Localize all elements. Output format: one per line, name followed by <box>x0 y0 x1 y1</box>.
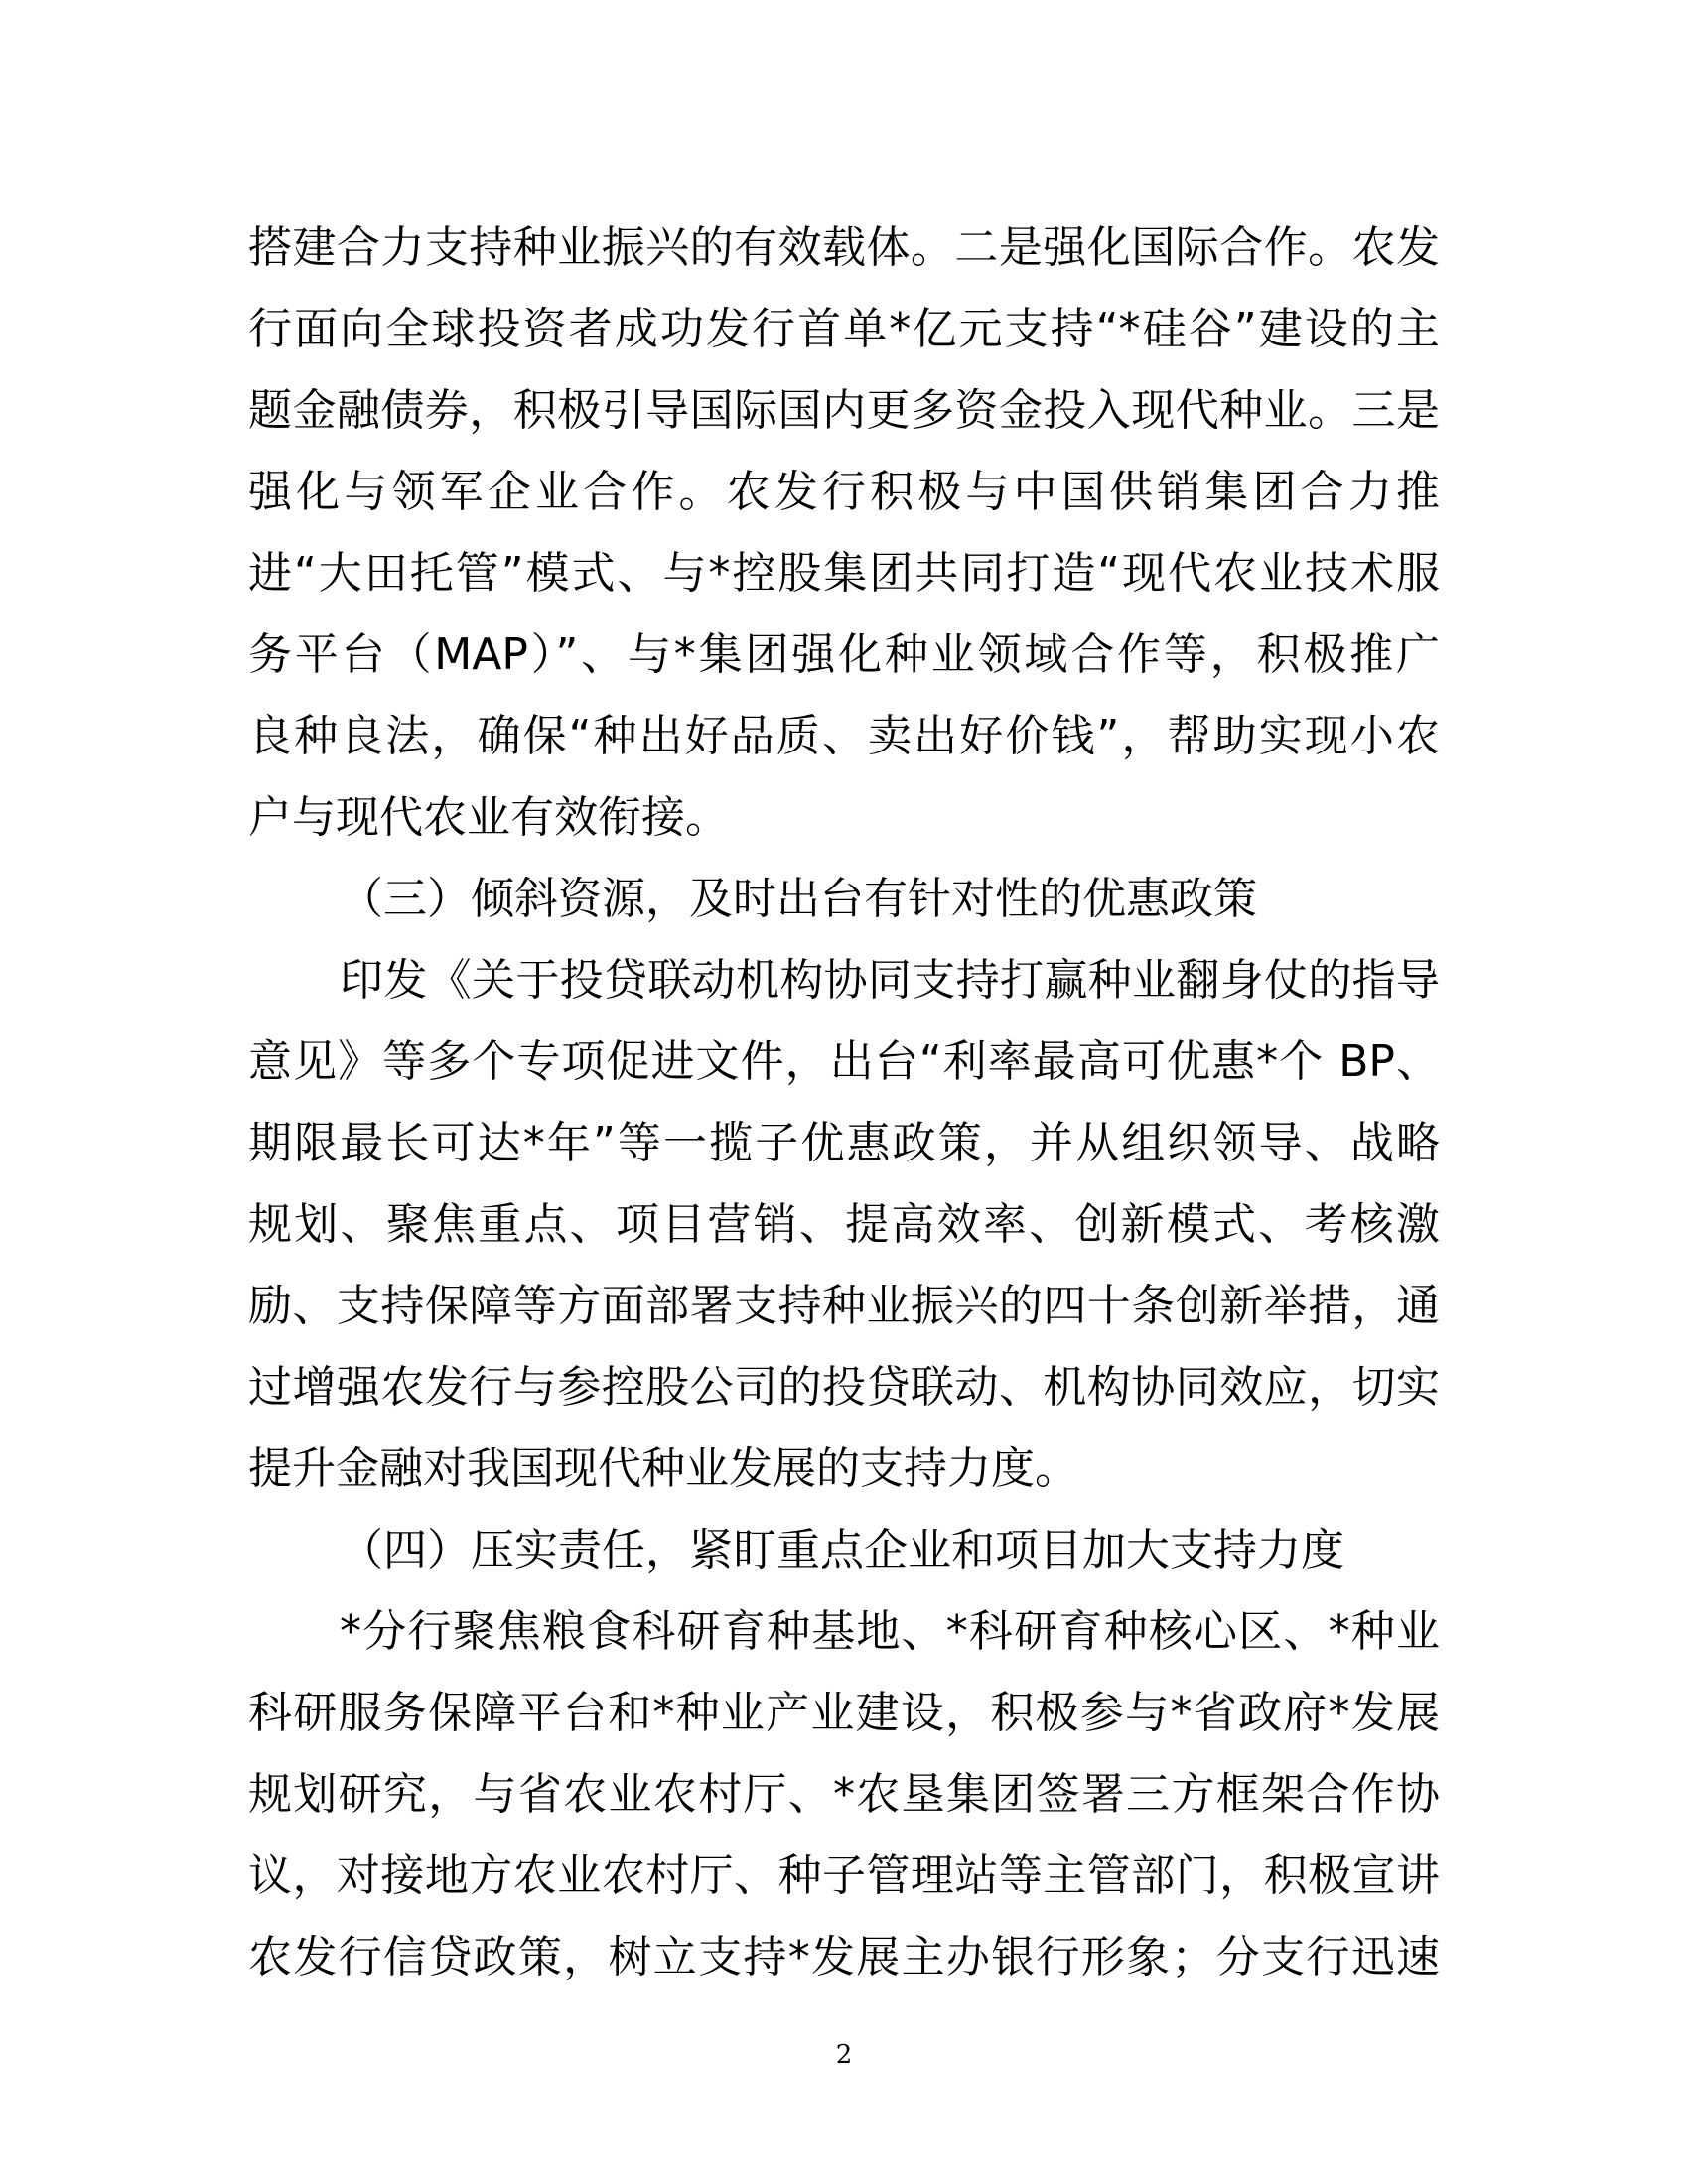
text-line: 期限最长可达*年”等一揽子优惠政策，并从组织领导、战略 <box>248 1118 1440 1168</box>
text-line: 过增强农发行与参控股公司的投贷联动、机构协同效应，切实 <box>248 1362 1440 1413</box>
text-line: 规划、聚焦重点、项目营销、提高效率、创新模式、考核激 <box>248 1199 1440 1250</box>
section-heading-3: （三）倾斜资源，及时出台有针对性的优惠政策 <box>340 874 1257 924</box>
text-line: 进“大田托管”模式、与*控股集团共同打造“现代农业技术服 <box>248 548 1440 599</box>
text-line: 搭建合力支持种业振兴的有效载体。二是强化国际合作。农发 <box>248 222 1440 273</box>
paragraph-first-line: *分行聚焦粮食科研育种基地、*科研育种核心区、*种业 <box>340 1606 1440 1657</box>
text-line: 务平台（MAP）”、与*集团强化种业领域合作等，积极推广 <box>248 629 1440 680</box>
text-line: 科研服务保障平台和*种业产业建设，积极参与*省政府*发展 <box>248 1688 1440 1738</box>
text-line: 励、支持保障等方面部署支持种业振兴的四十条创新举措，通 <box>248 1281 1440 1331</box>
text-line: 农发行信贷政策，树立支持*发展主办银行形象；分支行迅速 <box>248 1932 1440 1982</box>
text-line: 良种良法，确保“种出好品质、卖出好价钱”，帮助实现小农 <box>248 711 1440 761</box>
text-line: 户与现代农业有效衔接。 <box>248 792 729 843</box>
paragraph-first-line: 印发《关于投贷联动机构协同支持打赢种业翻身仗的指导 <box>340 955 1440 1006</box>
text-line: 强化与领军企业合作。农发行积极与中国供销集团合力推 <box>248 467 1440 517</box>
text-line: 意见》等多个专项促进文件，出台“利率最高可优惠*个 BP、 <box>248 1036 1440 1087</box>
text-line: 行面向全球投资者成功发行首单*亿元支持“*硅谷”建设的主 <box>248 304 1440 354</box>
text-line: 提升金融对我国现代种业发展的支持力度。 <box>248 1443 1078 1494</box>
text-line: 议，对接地方农业农村厅、种子管理站等主管部门，积极宣讲 <box>248 1850 1440 1901</box>
section-heading-4: （四）压实责任，紧盯重点企业和项目加大支持力度 <box>340 1525 1344 1575</box>
text-line: 题金融债券，积极引导国际国内更多资金投入现代种业。三是 <box>248 385 1440 436</box>
page-number: 2 <box>835 2040 853 2070</box>
text-line: 规划研究，与省农业农村厅、*农垦集团签署三方框架合作协 <box>248 1769 1440 1820</box>
